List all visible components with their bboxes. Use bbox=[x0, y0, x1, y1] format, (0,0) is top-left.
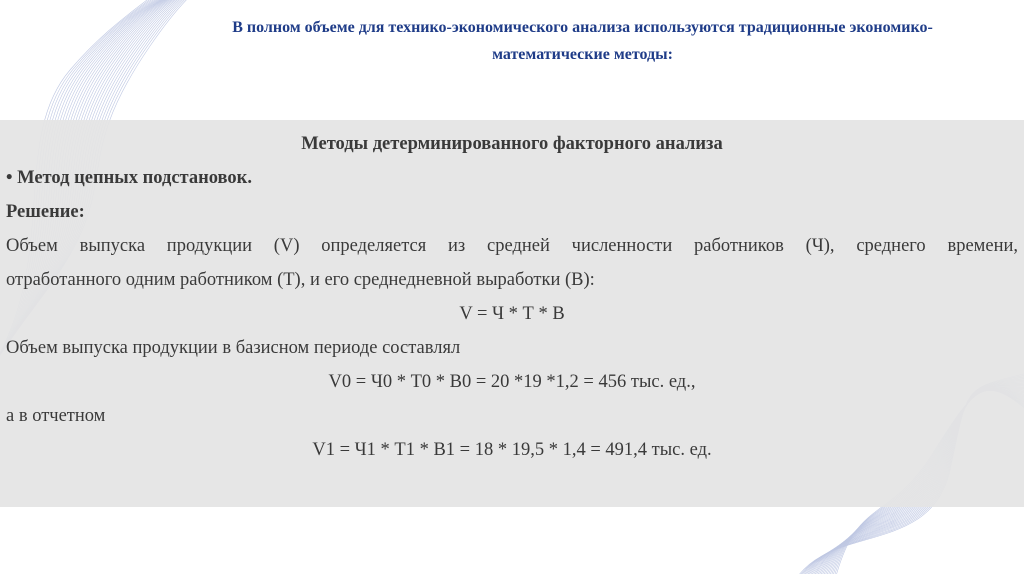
method-bullet: • Метод цепных подстановок. bbox=[6, 168, 252, 188]
paragraph-line: Объем выпуска продукции в базисном периоде составлял bbox=[6, 338, 461, 358]
slide-title-line-2: математические методы: bbox=[492, 46, 673, 63]
solution-label: Решение: bbox=[6, 202, 85, 222]
section-heading: Методы детерминированного факторного анализа bbox=[301, 134, 723, 154]
formula: V = Ч * Т * В bbox=[459, 304, 565, 324]
formula: V1 = Ч1 * Т1 * В1 = 18 * 19,5 * 1,4 = 491,4 тыс. ед. bbox=[312, 440, 712, 460]
formula: V0 = Ч0 * Т0 * В0 = 20 *19 *1,2 = 456 тыс. ед., bbox=[328, 372, 696, 392]
paragraph-line: а в отчетном bbox=[6, 406, 106, 426]
paragraph-line: отработанного одним работником (Т), и его среднедневной выработки (В): bbox=[6, 270, 595, 290]
content-body bbox=[6, 127, 1018, 467]
slide-title bbox=[160, 14, 1005, 68]
paragraph-line: Объем выпуска продукции (V) определяется из средней численности работников (Ч), среднего времени, bbox=[6, 236, 1018, 256]
slide-title-line-1: В полном объеме для технико-экономического анализа используются традиционные экономико- bbox=[232, 19, 933, 36]
